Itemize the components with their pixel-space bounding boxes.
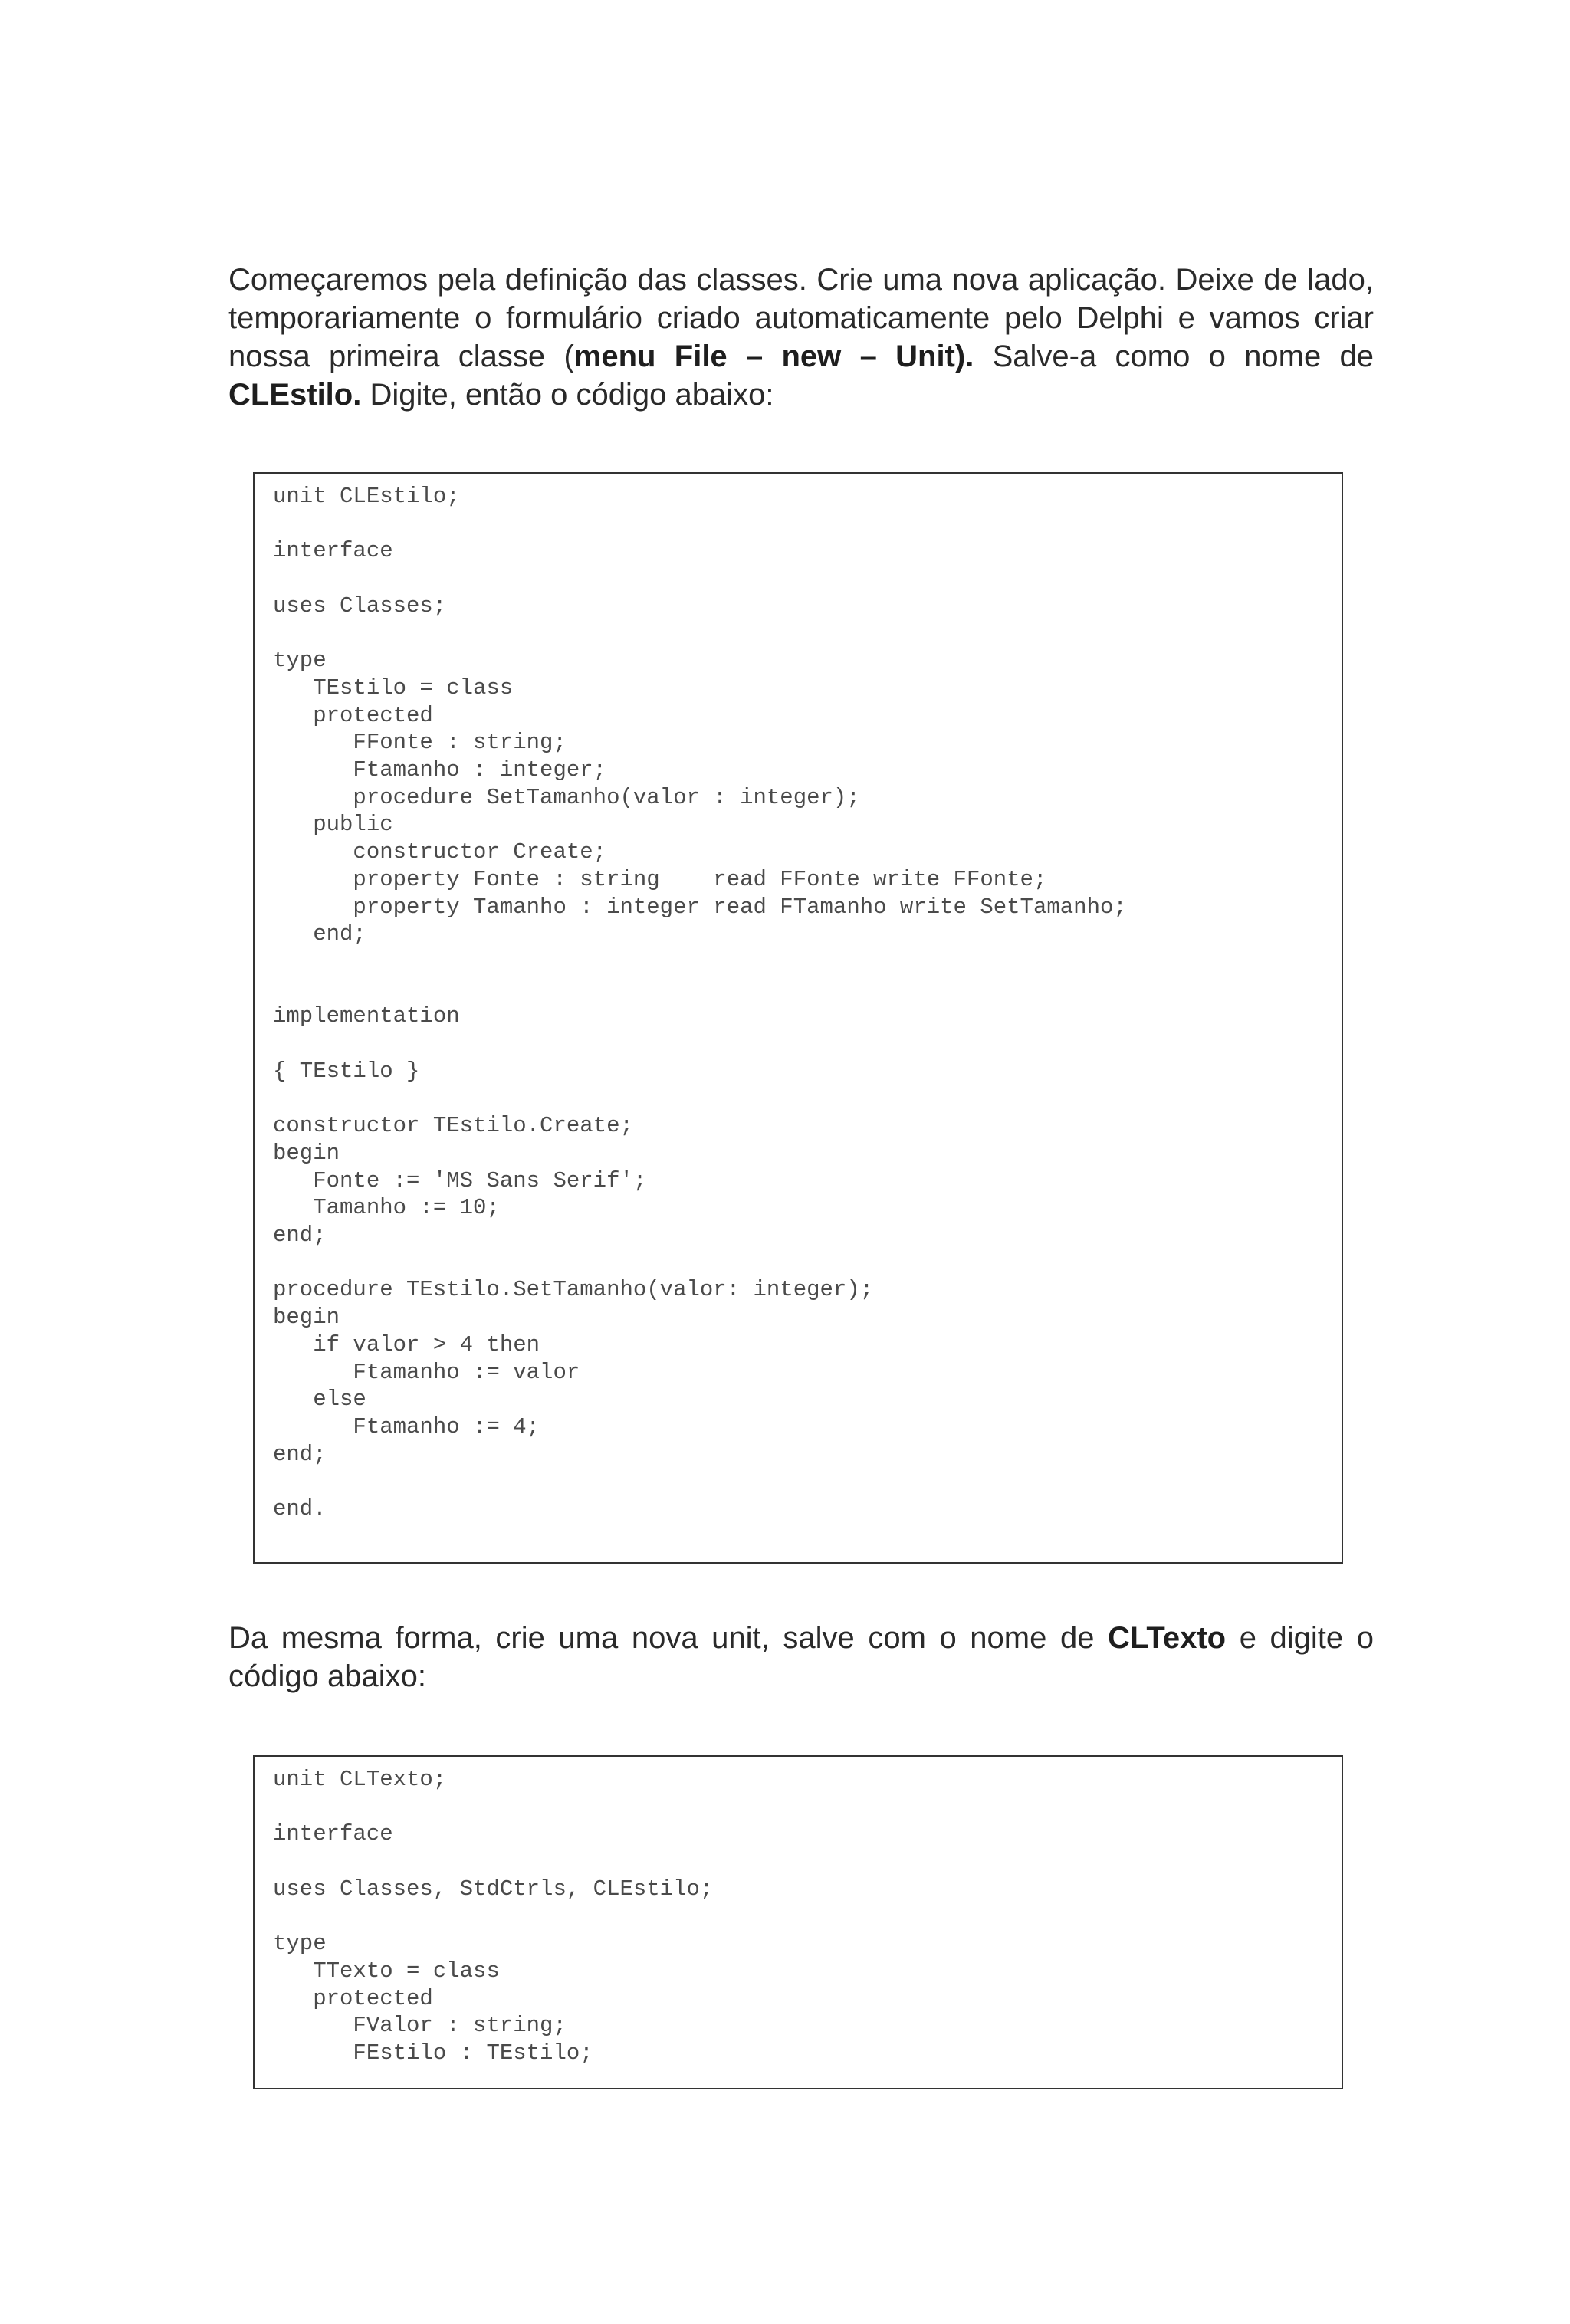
intro-paragraph: [228, 261, 1374, 414]
code-text-cltexto: unit CLTexto; interface uses Classes, StdCtrls, CLEstilo; type TTexto = class protected FValor : string; FEstilo : TEstilo;: [273, 1767, 714, 2066]
middle-unit-name: CLTexto: [1108, 1621, 1227, 1655]
intro-text-2: Salve-a como o nome de: [974, 340, 1375, 373]
middle-paragraph: [228, 1619, 1374, 1695]
intro-text-1: Começaremos pela definição das classes. Crie uma nova aplicação. Deixe de lado, temporariamente o formulário criado automaticamente pelo Delphi e vamos criar nossa primeira classe (: [228, 263, 1374, 373]
middle-text-1: Da mesma forma, crie uma nova unit, salve com o nome de: [228, 1621, 1109, 1655]
intro-menu-path: menu File – new – Unit).: [573, 340, 974, 373]
intro-text-3: Digite, então o código abaixo:: [361, 378, 774, 412]
code-text-clestilo: unit CLEstilo; interface uses Classes; type TEstilo = class protected FFonte : string; Ftamanho : integer; procedure SetTamanho(valor : integer); public constructor Create; property Fonte : string read FFonte write FFonte; property Tamanho : integer read FTamanho write SetTamanho; end; implementation { TEstilo } constructor TEstilo.Create; begin Fonte := 'MS Sans Serif'; Tamanho := 10; end; procedure TEstilo.SetTamanho(valor: integer); begin if valor > 4 then Ftamanho := valor else Ftamanho := 4; end; end.: [273, 484, 1127, 1522]
middle-text-2: e digite o código abaixo:: [228, 1621, 1374, 1693]
code-listing-cltexto: [253, 1755, 1343, 2089]
intro-unit-name: CLEstilo.: [228, 378, 362, 412]
code-listing-clestilo: [253, 472, 1343, 1564]
